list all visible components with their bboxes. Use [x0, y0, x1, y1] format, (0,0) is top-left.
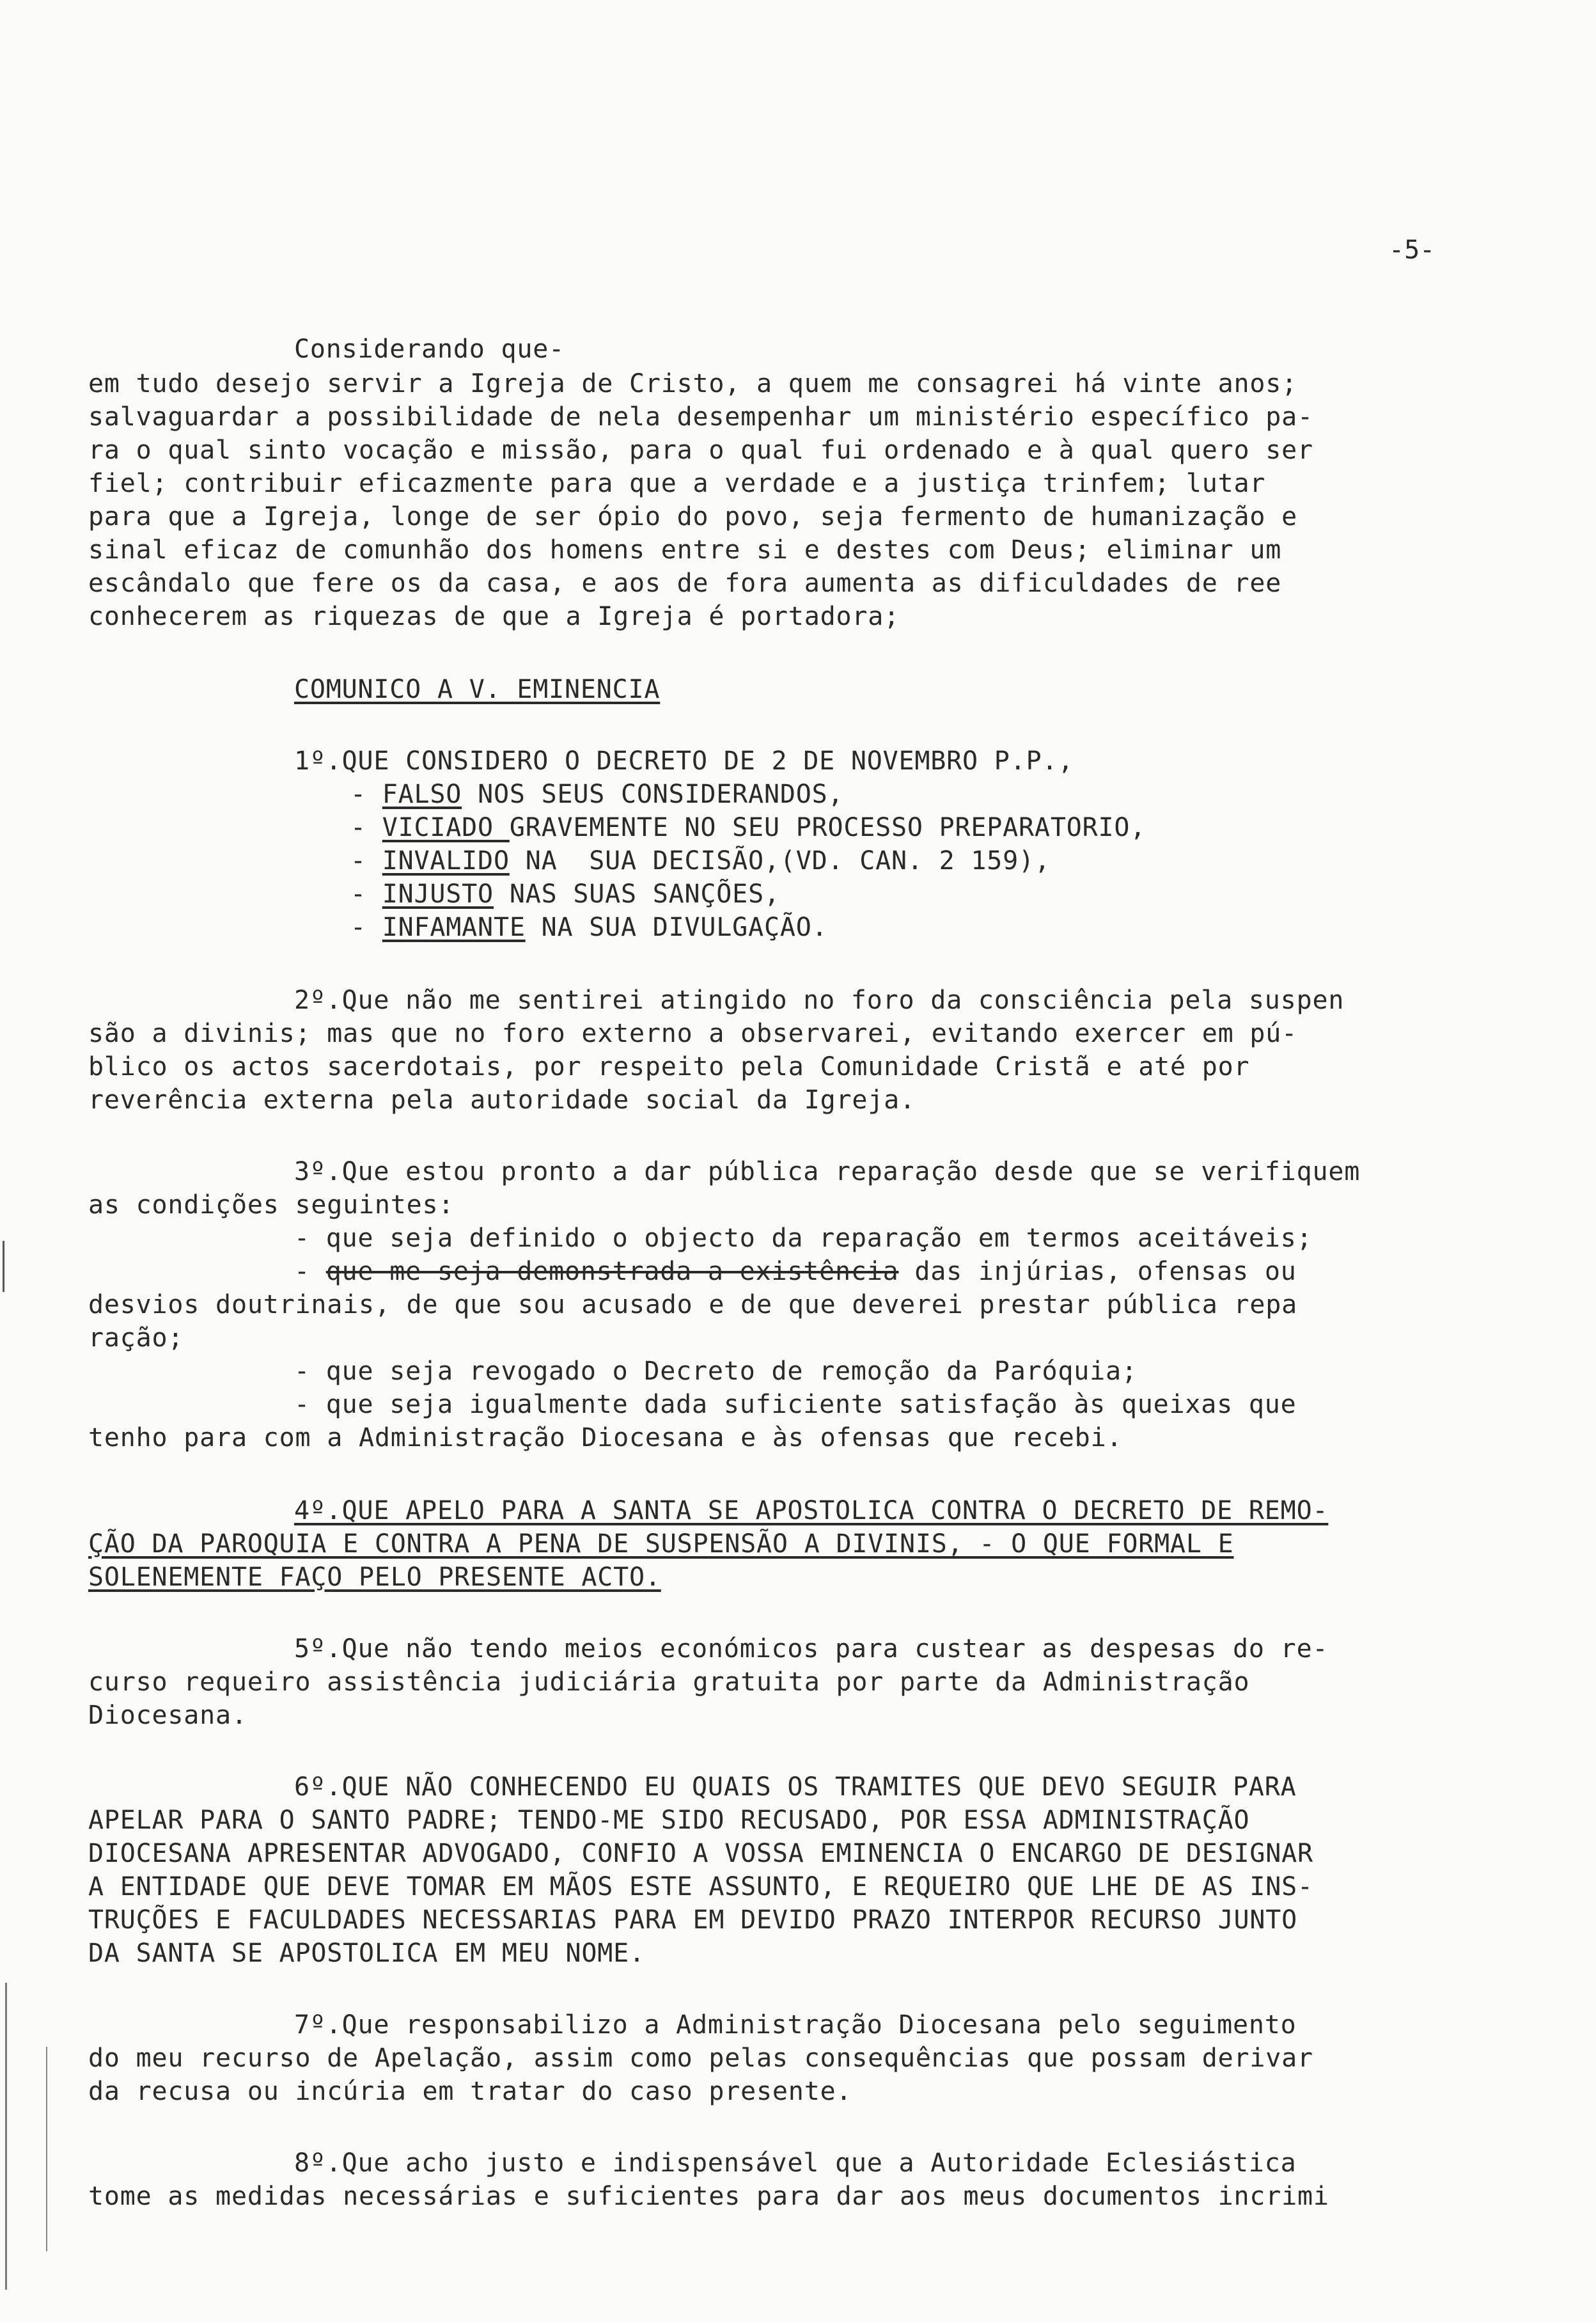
item-2-line: são a divinis; mas que no foro externo a observarei, evitando exercer em pú-	[88, 1019, 1298, 1048]
considering-line: escândalo que fere os da casa, e aos de fora aumenta as dificuldades de ree	[88, 569, 1282, 598]
scan-mark	[46, 2047, 47, 2251]
item-7-line: da recusa ou incúria em tratar do caso presente.	[88, 2077, 852, 2106]
item-3-condition-cont: tenho para com a Administração Diocesana e às ofensas que recebi.	[88, 1423, 1123, 1453]
scan-mark	[3, 1241, 4, 1292]
item-2-line: 2º.Que não me sentirei atingido no foro da consciência pela suspen	[294, 986, 1345, 1015]
item-3-condition: - que seja definido o objecto da reparação em termos aceitáveis;	[294, 1224, 1313, 1253]
page-number: -5-	[1389, 235, 1436, 265]
item-6-line: TRUÇÕES E FACULDADES NECESSARIAS PARA EM DEVIDO PRAZO INTERPOR RECURSO JUNTO	[88, 1905, 1298, 1935]
item-3-condition: - que me seja demonstrada a existência das injúrias, ofensas ou	[294, 1257, 1297, 1286]
item-8-line: tome as medidas necessárias e suficientes para dar aos meus documentos incrimi	[88, 2182, 1329, 2211]
item-5-line: Diocesana.	[88, 1701, 247, 1730]
item-1-bullet: - INVALIDO NA SUA DECISÃO,(VD. CAN. 2 159),	[350, 846, 1051, 876]
item-2-line: blico os actos sacerdotais, por respeito pela Comunidade Cristã e até por	[88, 1052, 1250, 1082]
scan-mark	[5, 1983, 7, 2290]
item-4-line: ÇÃO DA PAROQUIA E CONTRA A PENA DE SUSPENSÃO A DIVINIS, - O QUE FORMAL E	[88, 1529, 1234, 1559]
item-2-line: reverência externa pela autoridade social da Igreja.	[88, 1085, 916, 1115]
considering-heading: Considerando que-	[294, 335, 565, 364]
considering-line: para que a Igreja, longe de ser ópio do povo, seja fermento de humanização e	[88, 502, 1298, 532]
considering-line: ra o qual sinto vocação e missão, para o qual fui ordenado e à qual quero ser	[88, 436, 1313, 465]
item-7-line: 7º.Que responsabilizo a Administração Diocesana pelo seguimento	[294, 2010, 1297, 2040]
item-6-line: APELAR PARA O SANTO PADRE; TENDO-ME SIDO RECUSADO, POR ESSA ADMINISTRAÇÃO	[88, 1806, 1250, 1835]
item-3-condition-cont: desvios doutrinais, de que sou acusado e de que deverei prestar pública repa	[88, 1290, 1298, 1319]
item-4-line: SOLENEMENTE FAÇO PELO PRESENTE ACTO.	[88, 1563, 661, 1592]
item-3-condition: - que seja revogado o Decreto de remoção da Paróquia;	[294, 1357, 1138, 1386]
item-4-line: 4º.QUE APELO PARA A SANTA SE APOSTOLICA CONTRA O DECRETO DE REMO-	[294, 1496, 1329, 1525]
considering-line: fiel; contribuir eficazmente para que a verdade e a justiça trinfem; lutar	[88, 469, 1266, 498]
communication-heading: COMUNICO A V. EMINENCIA	[294, 675, 661, 704]
item-1-bullet: - INFAMANTE NA SUA DIVULGAÇÃO.	[350, 913, 828, 942]
item-1-bullet: - VICIADO GRAVEMENTE NO SEU PROCESSO PREPARATORIO,	[350, 813, 1146, 842]
considering-line: sinal eficaz de comunhão dos homens entre si e destes com Deus; eliminar um	[88, 535, 1282, 565]
item-3-lead-cont: as condições seguintes:	[88, 1190, 455, 1220]
item-1-lead: 1º.QUE CONSIDERO O DECRETO DE 2 DE NOVEMBRO P.P.,	[294, 746, 1074, 776]
considering-line: conhecerem as riquezas de que a Igreja é portadora;	[88, 602, 900, 631]
item-5-line: 5º.Que não tendo meios económicos para custear as despesas do re-	[294, 1634, 1329, 1664]
item-3-condition-cont: ração;	[88, 1323, 184, 1353]
item-1-bullet: - FALSO NOS SEUS CONSIDERANDOS,	[350, 780, 844, 809]
item-7-line: do meu recurso de Apelação, assim como pelas consequências que possam derivar	[88, 2043, 1313, 2073]
item-3-lead: 3º.Que estou pronto a dar pública reparação desde que se verifiquem	[294, 1157, 1361, 1186]
item-6-line: DA SANTA SE APOSTOLICA EM MEU NOME.	[88, 1939, 645, 1968]
item-3-condition: - que seja igualmente dada suficiente satisfação às queixas que	[294, 1390, 1297, 1419]
struck-text: que me seja demonstrada a existência	[325, 1257, 899, 1286]
item-5-line: curso requeiro assistência judiciária gratuita por parte da Administração	[88, 1667, 1250, 1697]
item-8-line: 8º.Que acho justo e indispensável que a Autoridade Eclesiástica	[294, 2148, 1297, 2178]
considering-line: salvaguardar a possibilidade de nela desempenhar um ministério específico pa-	[88, 402, 1313, 432]
considering-line: em tudo desejo servir a Igreja de Cristo, a quem me consagrei há vinte anos;	[88, 369, 1298, 398]
item-6-line: 6º.QUE NÃO CONHECENDO EU QUAIS OS TRAMITES QUE DEVO SEGUIR PARA	[294, 1772, 1297, 1802]
item-1-bullet: - INJUSTO NAS SUAS SANÇÕES,	[350, 879, 780, 909]
item-6-line: A ENTIDADE QUE DEVE TOMAR EM MÃOS ESTE ASSUNTO, E REQUEIRO QUE LHE DE AS INS-	[88, 1872, 1313, 1902]
item-6-line: DIOCESANA APRESENTAR ADVOGADO, CONFIO A VOSSA EMINENCIA O ENCARGO DE DESIGNAR	[88, 1839, 1313, 1868]
